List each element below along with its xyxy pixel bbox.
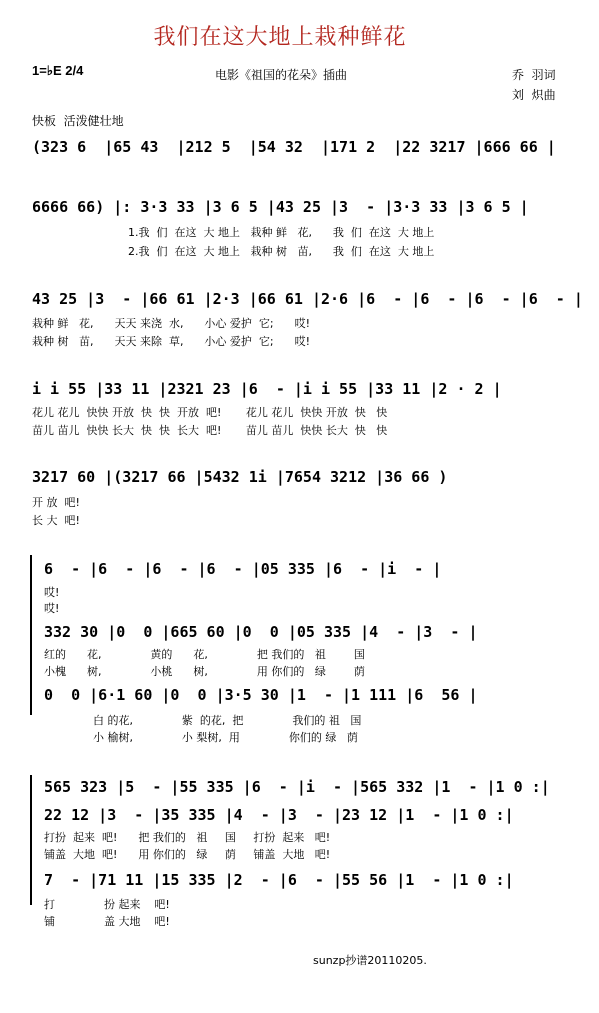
tempo-marking: 快板 活泼健壮地 [32,114,124,128]
key-signature: 1=♭E 2/4 [32,63,84,78]
score-line-5: 3217 60 |(3217 66 |5432 1i |7654 3212 |36 66 ) [32,468,448,486]
system-2-part-3-lyric-1: 打 扮 起来 吧! [44,898,170,911]
system-2-part-2-lyric-1: 打扮 起来 吧! 把 我们的 祖 国 打扮 起来 吧! [44,831,331,844]
system-1-part-3: 0 0 |6·1 60 |0 0 |3·5 30 |1 - |1 111 |6 56 | [44,686,478,704]
lyric-line-4-verse-2: 苗儿 苗儿 快快 长大 快 快 长大 吧! 苗儿 苗儿 快快 长大 快 快 [32,424,388,437]
score-line-1: (323 6 |65 43 |212 5 |54 32 |171 2 |22 3217 |666 66 | [32,138,556,156]
page-title: 我们在这大地上栽种鲜花 [153,25,407,50]
system-2-part-3-lyric-2: 铺 盖 大地 吧! [44,915,170,928]
system-1-part-1-lyric-1: 哎! [44,586,60,599]
lyric-line-3-verse-1: 栽种 鲜 花, 天天 来浇 水, 小心 爱护 它; 哎! [32,317,311,330]
transcriber-credit: sunzp抄谱20110205. [313,954,427,967]
score-line-2: 6666 66) |: 3·3 33 |3 6 5 |43 25 |3 - |3·3 33 |3 6 5 | [32,198,529,216]
score-line-4: i i 55 |33 11 |2321 23 |6 - |i i 55 |33 11 |2 · 2 | [32,380,502,398]
lyric-line-5-verse-1: 开 放 吧! [32,496,80,509]
subtitle: 电影《祖国的花朵》插曲 [215,68,348,82]
system-1-part-2-lyric-1: 红的 花, 黄的 花, 把 我们的 祖 国 [44,648,365,661]
system-1-part-1: 6 - |6 - |6 - |6 - |05 335 |6 - |i - | [44,560,442,578]
system-brace-1 [30,555,32,715]
system-2-part-2-lyric-2: 铺盖 大地 吧! 用 你们的 绿 荫 铺盖 大地 吧! [44,848,331,861]
system-2-part-3: 7 - |71 11 |15 335 |2 - |6 - |55 56 |1 - |1 0 :| [44,871,514,889]
lyric-line-5-verse-2: 长 大 吧! [32,514,80,527]
lyric-line-2-verse-2: 2.我 们 在这 大 地上 栽种 树 苗, 我 们 在这 大 地上 [128,245,435,258]
system-1-part-2-lyric-2: 小槐 树, 小桃 树, 用 你们的 绿 荫 [44,665,365,678]
score-line-3: 43 25 |3 - |66 61 |2·3 |66 61 |2·6 |6 - |6 - |6 - |6 - | [32,290,583,308]
lyric-line-4-verse-1: 花儿 花儿 快快 开放 快 快 开放 吧! 花儿 花儿 快快 开放 快 快 [32,406,388,419]
system-1-part-3-lyric-2: 小 榆树, 小 梨树, 用 你们的 绿 荫 [44,731,358,744]
system-brace-2 [30,775,32,905]
system-2-part-1: 565 323 |5 - |55 335 |6 - |i - |565 332 |1 - |1 0 :| [44,778,550,796]
composer: 刘 炽曲 [512,88,556,102]
system-1-part-1-lyric-2: 哎! [44,602,60,615]
system-1-part-2: 332 30 |0 0 |665 60 |0 0 |05 335 |4 - |3 - | [44,623,478,641]
lyric-line-3-verse-2: 栽种 树 苗, 天天 来除 草, 小心 爱护 它; 哎! [32,335,311,348]
lyric-line-2-verse-1: 1.我 们 在这 大 地上 栽种 鲜 花, 我 们 在这 大 地上 [128,226,435,239]
lyricist: 乔 羽词 [512,68,556,82]
system-2-part-2: 22 12 |3 - |35 335 |4 - |3 - |23 12 |1 - |1 0 :| [44,806,514,824]
system-1-part-3-lyric-1: 白 的花, 紫 的花, 把 我们的 祖 国 [44,714,362,727]
